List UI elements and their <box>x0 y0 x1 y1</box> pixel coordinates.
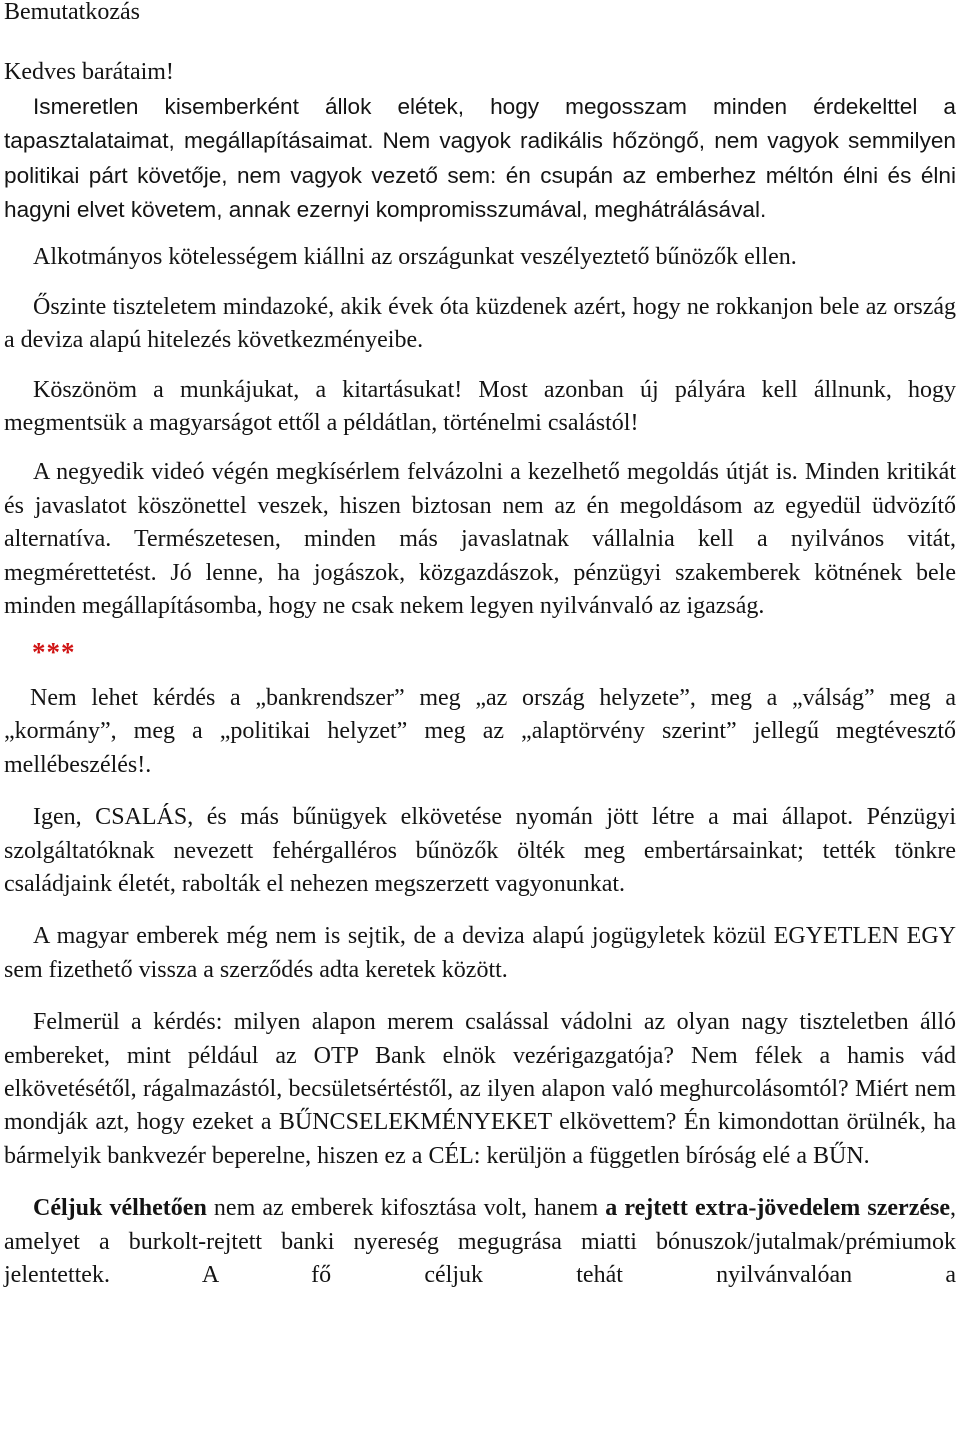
goal-bold-2: a rejtett extra-jövedelem szerzése <box>605 1195 951 1222</box>
greeting: Kedves barátaim! <box>4 59 174 86</box>
goal-text-1: nem az emberek kifosztása volt, hanem <box>206 1195 606 1222</box>
fourth-video-paragraph: A negyedik videó végén megkísérlem felvázolni a kezelhető megoldás útját is. Minden kritikát és javaslatot köszönettel veszek, hiszen biztosan nem az én megoldásom az egyedül üdvözítő alternatíva. Természetesen, minden más javaslatnak vállalnia kell a nyilvános vitát, megmérettetést. Jó lenne, ha jogászok, közgazdászok, pénzügyi szakemberek kötnének bele minden megállapításomba, hogy ne csak nekem legyen nyilvánvaló az igazság. <box>4 459 956 620</box>
thanks-paragraph: Köszönöm a munkájukat, a kitartásukat! Most azonban új pályára kell állnunk, hogy megmentsük a magyarságot ettől a példátlan, történelmi csalástól! <box>4 376 956 437</box>
section-separator: *** <box>32 636 76 667</box>
misleading-talk-paragraph: Nem lehet kérdés a „bankrendszer” meg „az ország helyzete”, meg a „válság” meg a „kormány”, meg a „politikai helyzet” meg az „alaptörvény szerint” jellegű megtévesztő mellébeszélés!. <box>4 684 956 778</box>
people-paragraph: A magyar emberek még nem is sejtik, de a deviza alapú jogügyletek közül EGYETLEN EGY sem fizethető vissza a szerződés adta keretek között. <box>4 923 956 983</box>
goal-bold-1: Céljuk vélhetően <box>33 1195 207 1222</box>
document-title: Bemutatkozás <box>4 0 140 25</box>
goal-paragraph <box>4 1192 956 1292</box>
document-page <box>4 0 956 1440</box>
fraud-paragraph: Igen, CSALÁS, és más bűnügyek elkövetése nyomán jött létre a mai állapot. Pénzügyi szolgáltatóknak nevezett fehérgalléros bűnözők ölték meg embertársainkat; tették tönkre családjaink életét, rabolták el nehezen megszerzett vagyonunkat. <box>4 804 956 897</box>
intro-sentence-1: Ismeretlen kisemberként állok elétek, hogy megosszam minden érdekelttel a tapasztalataimat, megállapításaimat. <box>4 93 956 154</box>
respect-paragraph: Őszinte tiszteletem mindazoké, akik évek óta küzdenek azért, hogy ne rokkanjon bele az ország a deviza alapú hitelezés következményeibe. <box>4 293 956 354</box>
intro-paragraph <box>4 90 956 228</box>
question-paragraph: Felmerül a kérdés: milyen alapon merem csalással vádolni az olyan nagy tiszteletben álló embereket, mint például az OTP Bank elnök vezérigazgatója? Nem félek a hamis vád elkövetésétől, rágalmazástól, becsületsértéstől, az ilyen alapon való meghurcolásomtól? Miért nem mondják azt, hogy ezeket a BŰNCSELEKMÉNYEKET elkövettem? Én kimondottan örülnék, ha bármelyik bankvezér beperelne, hiszen ez a CÉL: kerüljön a független bíróság elé a BŰN. <box>4 1009 956 1169</box>
constitutional-duty-paragraph: Alkotmányos kötelességem kiállni az országunkat veszélyeztető bűnözők ellen. <box>33 244 797 271</box>
goal-text-2: , amelyet a burkolt-rejtett banki nyereség megugrása miatti bónuszok/jutalmak/prémiumok jelentettek. A fő céljuk tehát nyilvánvalóan a <box>4 1195 957 1288</box>
intro-sentence-2: Nem vagyok radikális hőzöngő, nem vagyok semmilyen politikai párt követője, nem vagyok vezető sem: én csupán az emberhez méltón élni és élni hagyni elvet követem, annak ezernyi kompromisszumával, meghátrálásával. <box>4 128 957 223</box>
